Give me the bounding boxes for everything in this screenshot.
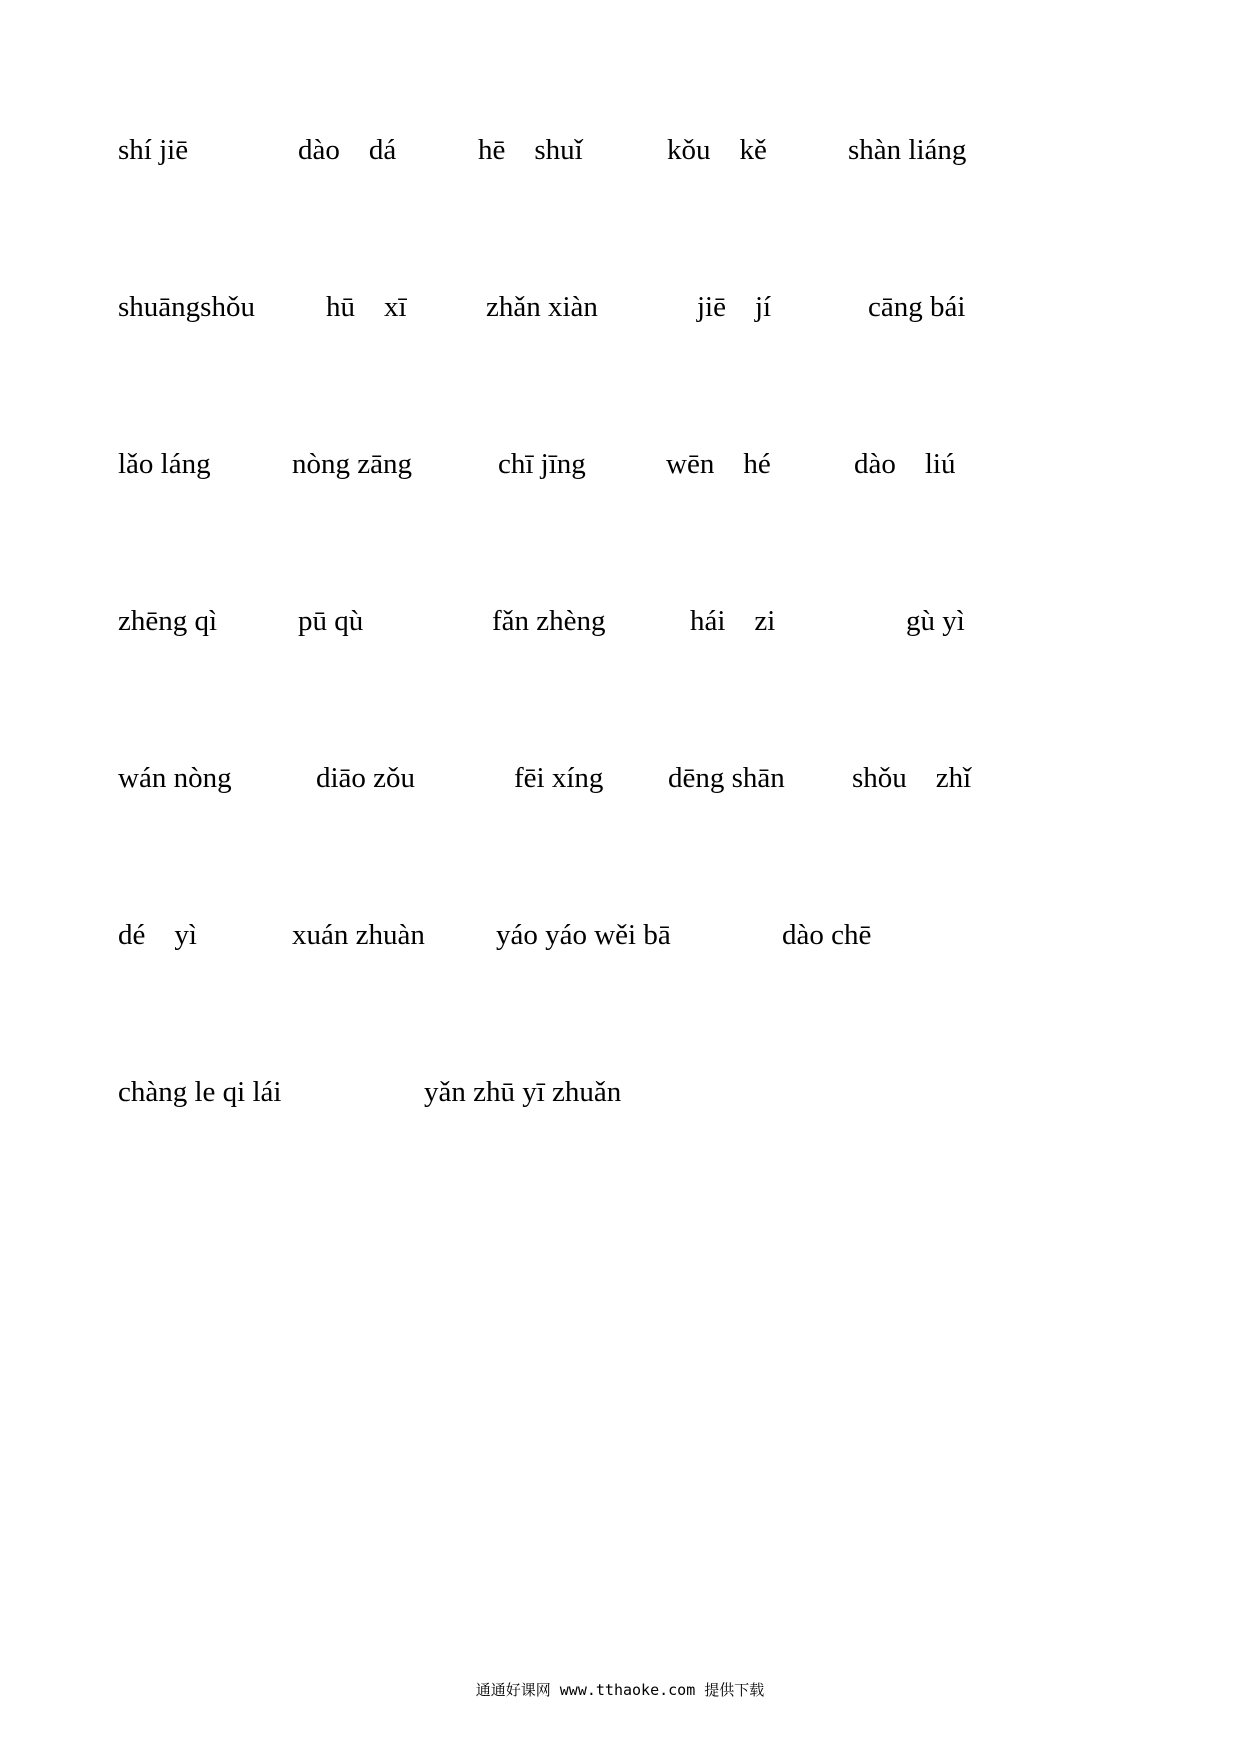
pinyin-row-6	[0, 915, 1240, 955]
pinyin-row-4	[0, 601, 1240, 641]
pinyin-word: dé yì	[118, 919, 197, 951]
pinyin-word: zhēng qì	[118, 605, 218, 637]
pinyin-word: chàng le qi lái	[118, 1076, 282, 1108]
pinyin-row-1	[0, 130, 1240, 170]
pinyin-word: shuāngshǒu	[118, 291, 255, 323]
pinyin-word: pū qù	[298, 605, 364, 637]
pinyin-word: fǎn zhèng	[492, 605, 606, 637]
pinyin-word: dēng shān	[668, 762, 785, 794]
pinyin-word: wán nòng	[118, 762, 232, 794]
pinyin-word: shàn liáng	[848, 134, 967, 166]
pinyin-word: yǎn zhū yī zhuǎn	[424, 1076, 622, 1108]
pinyin-word: hē shuǐ	[478, 134, 583, 166]
pinyin-word: xuán zhuàn	[292, 919, 425, 951]
pinyin-word: diāo zǒu	[316, 762, 416, 794]
pinyin-row-3	[0, 444, 1240, 484]
pinyin-word: hái zi	[690, 605, 776, 637]
pinyin-row-2	[0, 287, 1240, 327]
pinyin-row-5	[0, 758, 1240, 798]
pinyin-word: shǒu zhǐ	[852, 762, 972, 794]
pinyin-word: shí jiē	[118, 134, 189, 166]
pinyin-word: gù yì	[906, 605, 965, 637]
pinyin-word: chī jīng	[498, 448, 586, 480]
page-footer: 通通好课网 www.tthaoke.com 提供下载	[475, 1681, 765, 1699]
pinyin-word: kǒu kě	[667, 134, 767, 166]
pinyin-row-7	[0, 1072, 1240, 1112]
pinyin-word: lǎo láng	[118, 448, 211, 480]
pinyin-word: yáo yáo wěi bā	[496, 919, 671, 951]
pinyin-word: dào chē	[782, 919, 872, 951]
pinyin-word: wēn hé	[666, 448, 771, 480]
pinyin-word: dào liú	[854, 448, 956, 480]
pinyin-word: fēi xíng	[514, 762, 604, 794]
pinyin-word: dào dá	[298, 134, 397, 166]
pinyin-word: nòng zāng	[292, 448, 412, 480]
pinyin-word: hū xī	[326, 291, 407, 323]
pinyin-word: jiē jí	[697, 291, 772, 323]
pinyin-word: cāng bái	[868, 291, 966, 323]
pinyin-word: zhǎn xiàn	[486, 291, 598, 323]
